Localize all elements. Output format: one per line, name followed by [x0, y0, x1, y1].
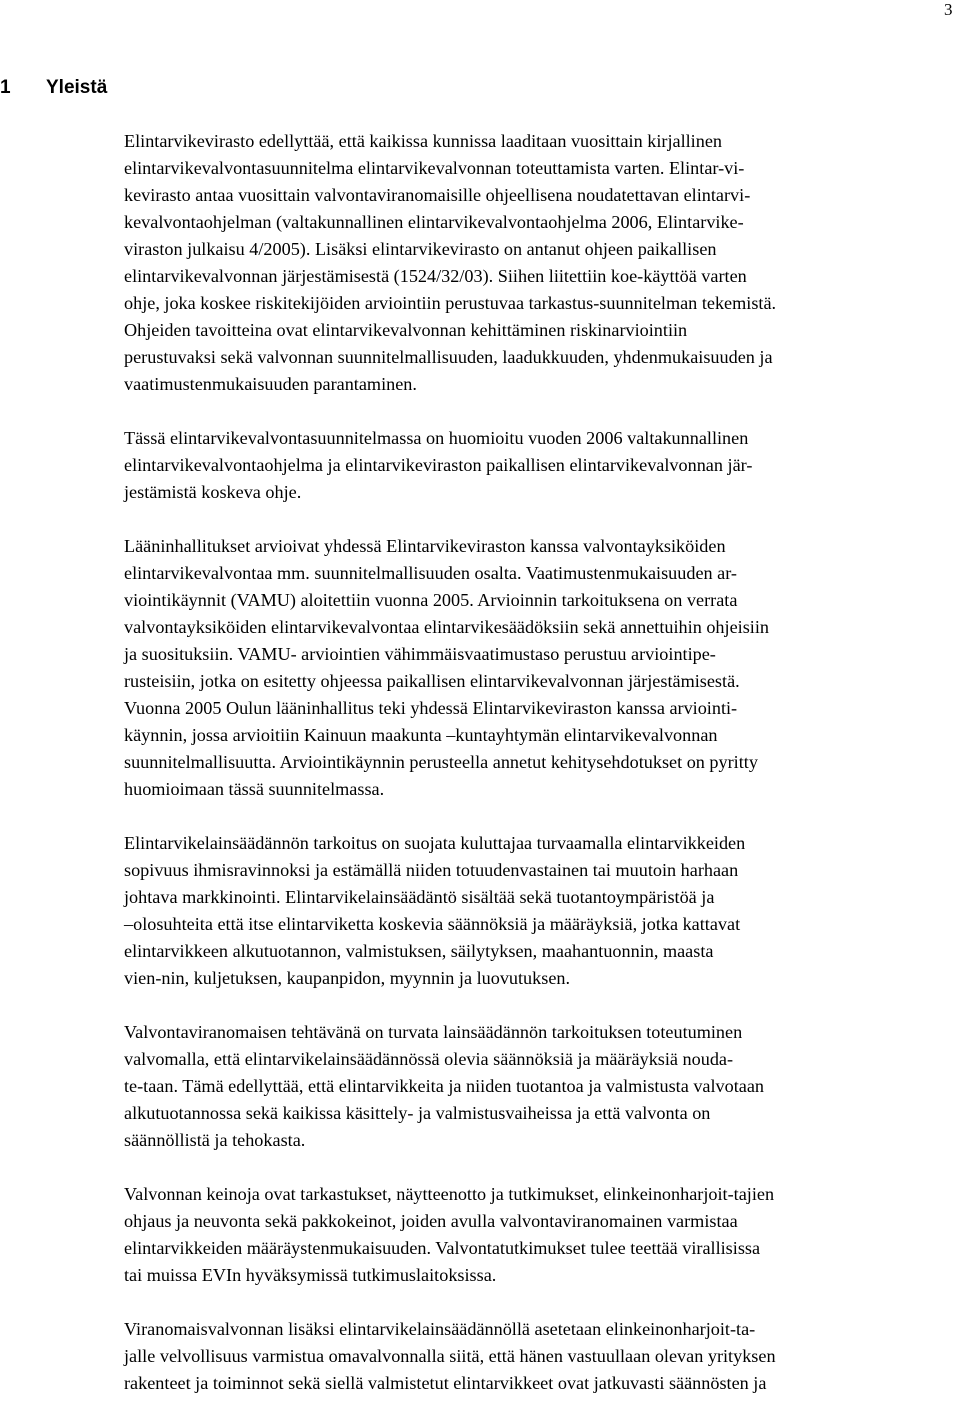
page-number: 3	[944, 0, 953, 19]
text-line: käynnin, jossa arvioitiin Kainuun maakunta –kuntayhtymän elintarvikevalvonnan	[124, 725, 718, 745]
paragraph	[124, 425, 960, 506]
text-line: ohjaus ja neuvonta sekä pakkokeinot, joiden avulla valvontaviranomainen varmistaa	[124, 1211, 738, 1231]
text-line: rusteisiin, jotka on esitetty ohjeessa paikallisen elintarvikevalvonnan järjestämisestä.	[124, 671, 740, 691]
text-line: elintarvikevalvontaa mm. suunnitelmallisuuden osalta. Vaatimustenmukaisuuden ar-	[124, 563, 737, 583]
text-line: elintarvikevalvonnan järjestämisestä (1524/32/03). Siihen liitettiin koe-käyttöä varten	[124, 266, 747, 286]
text-line: perustuvaksi sekä valvonnan suunnitelmallisuuden, laadukkuuden, yhdenmukaisuuden ja	[124, 347, 773, 367]
text-line: Ohjeiden tavoitteina ovat elintarvikevalvonnan kehittäminen riskinarviointiin	[124, 320, 688, 340]
text-line: alkutuotannossa sekä kaikissa käsittely- ja valmistusvaiheissa ja että valvonta on	[124, 1103, 711, 1123]
text-line: rakenteet ja toiminnot sekä siellä valmistetut elintarvikkeet ovat jatkuvasti säännösten ja	[124, 1373, 767, 1393]
text-line: ja suosituksiin. VAMU- arviointien vähimmäisvaatimustaso perustuu arviointipe-	[124, 644, 716, 664]
paragraph	[124, 830, 960, 992]
text-line: jestämistä koskeva ohje.	[124, 482, 302, 502]
text-line: kevalvontaohjelman (valtakunnallinen elintarvikevalvontaohjelma 2006, Elintarvike-	[124, 212, 744, 232]
text-line: kevirasto antaa vuosittain valvontaviranomaisille ohjeellisena noudatettavan elintarvi-	[124, 185, 751, 205]
text-line: Viranomaisvalvonnan lisäksi elintarvikelainsäädännöllä asetetaan elinkeinonharjoit-ta-	[124, 1319, 756, 1339]
text-line: ohje, joka koskee riskitekijöiden arviointiin perustuvaa tarkastus-suunnitelman tekemistä.	[124, 293, 777, 313]
text-line: Tässä elintarvikevalvontasuunnitelmassa on huomioitu vuoden 2006 valtakunnallinen	[124, 428, 749, 448]
text-line: elintarvikevalvontaohjelma ja elintarvikeviraston paikallisen elintarvikevalvonnan jär-	[124, 455, 753, 475]
text-line: Valvonnan keinoja ovat tarkastukset, näytteenotto ja tutkimukset, elinkeinonharjoit-tajien	[124, 1184, 775, 1204]
text-line: vien-nin, kuljetuksen, kaupanpidon, myynnin ja luovutuksen.	[124, 968, 571, 988]
text-line: johtava markkinointi. Elintarvikelainsäädäntö sisältää sekä tuotantoympäristöä ja	[124, 887, 715, 907]
text-line: Vuonna 2005 Oulun lääninhallitus teki yhdessä Elintarvikeviraston kanssa arviointi-	[124, 698, 738, 718]
text-line: jalle velvollisuus varmistua omavalvonnalla siitä, että hänen vastuullaan olevan yrityksen	[124, 1346, 776, 1366]
text-line: Elintarvikelainsäädännön tarkoitus on suojata kuluttajaa turvaamalla elintarvikkeiden	[124, 833, 746, 853]
text-line: viointikäynnit (VAMU) aloitettiin vuonna 2005. Arvioinnin tarkoituksena on verrata	[124, 590, 738, 610]
text-line: huomioimaan tässä suunnitelmassa.	[124, 779, 385, 799]
text-line: suunnitelmallisuutta. Arviointikäynnin perusteella annetut kehitysehdotukset on pyritty	[124, 752, 758, 772]
text-line: Valvontaviranomaisen tehtävänä on turvata lainsäädännön tarkoituksen toteutuminen	[124, 1022, 743, 1042]
paragraph	[124, 128, 960, 398]
section-title: Yleistä	[46, 77, 108, 98]
section-number: 1	[0, 77, 11, 98]
text-line: –olosuhteita että itse elintarviketta koskevia säännöksiä ja määräyksiä, jotka kattavat	[124, 914, 741, 934]
text-line: sopivuus ihmisravinnoksi ja estämällä niiden totuudenvastainen tai muutoin harhaan	[124, 860, 739, 880]
text-line: Lääninhallitukset arvioivat yhdessä Elintarvikeviraston kanssa valvontayksiköiden	[124, 536, 726, 556]
paragraph	[124, 1316, 960, 1397]
text-line: säännöllistä ja tehokasta.	[124, 1130, 306, 1150]
text-line: valvontayksiköiden elintarvikevalvontaa elintarvikesäädöksiin sekä annettuihin ohjeisiin	[124, 617, 769, 637]
text-line: elintarvikkeen alkutuotannon, valmistuksen, säilytyksen, maahantuonnin, maasta	[124, 941, 714, 961]
text-line: valvomalla, että elintarvikelainsäädännössä olevia säännöksiä ja määräyksiä nouda-	[124, 1049, 734, 1069]
body-text	[124, 128, 960, 1424]
paragraph	[124, 1019, 960, 1154]
paragraph	[124, 533, 960, 803]
text-line: vaatimustenmukaisuuden parantaminen.	[124, 374, 417, 394]
text-line: te-taan. Tämä edellyttää, että elintarvikkeita ja niiden tuotantoa ja valmistusta valvotaan	[124, 1076, 765, 1096]
text-line: viraston julkaisu 4/2005). Lisäksi elintarvikevirasto on antanut ohjeen paikallisen	[124, 239, 717, 259]
text-line: elintarvikevalvontasuunnitelma elintarvikevalvonnan toteuttamista varten. Elintar-vi-	[124, 158, 745, 178]
text-line: elintarvikkeiden määräystenmukaisuuden. Valvontatutkimukset tulee teettää virallisissa	[124, 1238, 761, 1258]
paragraph	[124, 1181, 960, 1289]
section-heading	[0, 76, 107, 100]
text-line: tai muissa EVIn hyväksymissä tutkimuslaitoksissa.	[124, 1265, 497, 1285]
text-line: Elintarvikevirasto edellyttää, että kaikissa kunnissa laaditaan vuosittain kirjallinen	[124, 131, 722, 151]
